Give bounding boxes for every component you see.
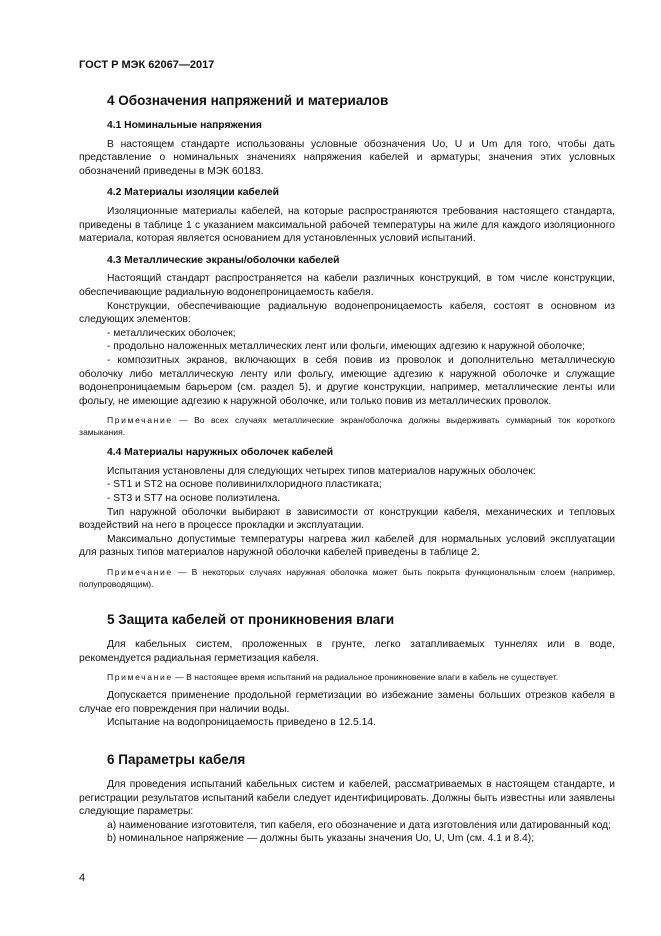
section-6-title: 6 Параметры кабеля [107, 752, 246, 767]
page-number: 4 [79, 872, 86, 884]
list-item: - продольно наложенных металлических лент или фольги, имеющих адгезию к наружной оболочке; [107, 341, 586, 353]
paragraph: b) номинальное напряжение — должны быть указаны значения Uо, U, Um (см. 4.1 и 8.4); [107, 833, 535, 845]
paragraph: Испытание на водопроницаемость приведено в 12.5.14. [107, 717, 376, 729]
note-label: Примечание [107, 415, 173, 426]
paragraph: Максимально допустимые температуры нагрева жил кабелей для нормальных условий эксплуатации для разных типов материалов наружной оболочки кабелей приведены в таблице 2. [79, 533, 615, 559]
paragraph: Конструкции, обеспечивающие радиальную водонепроницаемость кабеля, состоят в основном из следующих элементов: [79, 300, 615, 326]
paragraph: Испытания установлены для следующих четырех типов материалов наружных оболочек: [107, 465, 536, 477]
paragraph: а) наименование изготовителя, тип кабеля, его обозначение и дата изготовления или датированный код; [107, 819, 612, 831]
paragraph: Изоляционные материалы кабелей, на которые распространяются требования настоящего стандарта, приведены в таблице 1 с указанием максимальной рабочей температуры на жиле для каждого изоляционного материала, которая является основанием для установленных условий испытаний. [79, 205, 615, 245]
note [79, 414, 615, 438]
subsection-4-1-title: 4.1 Номинальные напряжения [107, 120, 262, 131]
note [79, 566, 615, 590]
subsection-4-3-title: 4.3 Металлические экраны/оболочки кабелей [107, 254, 340, 266]
paragraph: Тип наружной оболочки выбирают в зависимости от конструкции кабеля, механических и тепловых воздействий на него в процессе прокладки и эксплуатации. [79, 506, 615, 532]
list-item: - ST3 и ST7 на основе полиэтилена. [107, 493, 281, 505]
section-4-title: 4 Обозначения напряжений и материалов [107, 93, 389, 108]
note-label: Примечание [107, 567, 173, 578]
paragraph: Допускается применение продольной герметизации во избежание замены больших отрезков кабеля в случае его повреждения при наличии воды. [79, 690, 615, 715]
document-header: ГОСТ Р МЭК 62067—2017 [79, 59, 215, 71]
subsection-4-4-title: 4.4 Материалы наружных оболочек кабелей [107, 447, 334, 459]
note [79, 671, 615, 683]
list-item: - ST1 и ST2 на основе поливинилхлоридного пластиката; [107, 479, 382, 491]
list-item: - композитных экранов, включающих в себя повив из проволок и дополнительно металлическую оболочку либо металлическую ленту или фольгу, имеющие адгезию к наружной оболочке и служащие водонепроницаемым барьером (см. раздел 5), и другие конструкции, например, металлические ленты или фольгу, не имеющие адгезию к наружной оболочке, или только повив из металлических проволок. [79, 354, 615, 407]
note-text: — В настоящее время испытаний на радиальное проникновение влаги в кабель не существует. [172, 672, 559, 683]
paragraph: Настоящий стандарт распространяется на кабели различных конструкций, в том числе конструкции, обеспечивающие радиальную водонепроницаемость кабеля. [79, 273, 615, 298]
note-label: Примечание [107, 672, 173, 683]
subsection-4-2-title: 4.2 Материалы изоляции кабелей [107, 187, 279, 199]
paragraph: Для кабельных систем, проложенных в грунте, легко затапливаемых туннелях или в воде, рекомендуется радиальная герметизация кабеля. [79, 639, 615, 664]
paragraph: В настоящем стандарте использованы условные обозначения Uо, U и Um для того, чтобы дать представление о номинальных значениях напряжения кабелей и арматуры; значения этих условных обозначений приведены в МЭК 60183. [79, 138, 615, 177]
list-item: - металлических оболочек; [107, 327, 236, 339]
note-text: — Во всех случаях металлические экран/оболочка должны выдерживать суммарный ток короткого замыкания. [79, 415, 615, 438]
paragraph: Для проведения испытаний кабельных систем и кабелей, рассматриваемых в настоящем стандарте, и регистрации результатов испытаний кабели следует идентифицировать. Должны быть известны или заявлены следующие параметры: [79, 779, 615, 818]
page-content [79, 93, 615, 846]
section-5-title: 5 Защита кабелей от проникновения влаги [107, 612, 395, 628]
note-text: — В некоторых случаях наружная оболочка может быть покрыта функциональным слоем (например, полупроводящим). [79, 567, 615, 590]
